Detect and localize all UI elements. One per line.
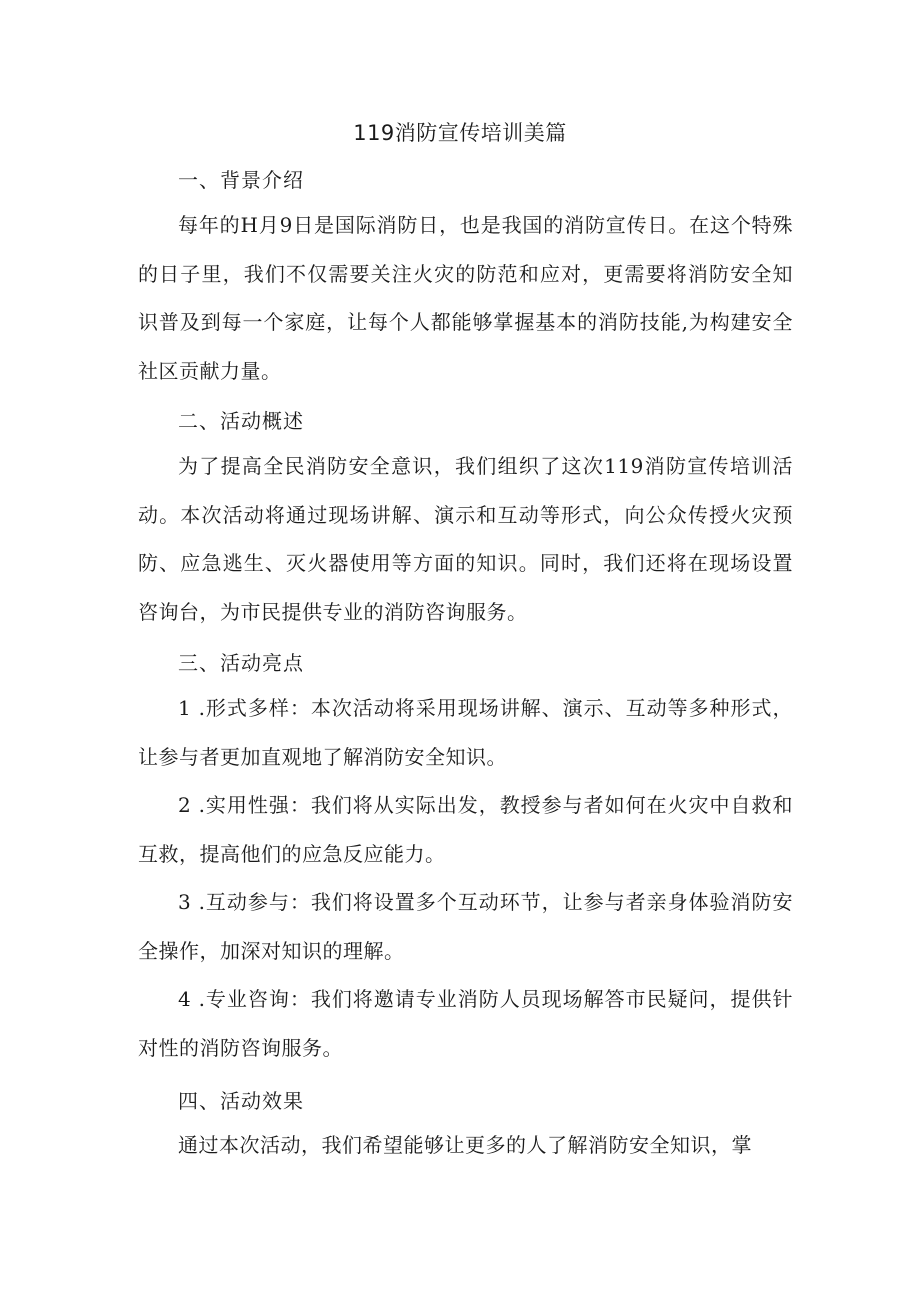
section-heading-overview: 二、活动概述 [178, 409, 304, 433]
highlight-item-4: 4 .专业咨询：我们将邀请专业消防人员现场解答市民疑问，提供针对性的消防咨询服务。 [138, 987, 793, 1060]
section-heading-background: 一、背景介绍 [178, 168, 304, 192]
paragraph-background: 每年的H月9日是国际消防日，也是我国的消防宣传日。在这个特殊的日子里，我们不仅需要关注火灾的防范和应对，更需要将消防安全知识普及到每一个家庭，让每个人都能够掌握基本的消防技能,为构建安全社区贡献力量。 [138, 213, 793, 383]
paragraph-effects: 通过本次活动，我们希望能够让更多的人了解消防安全知识，掌 [178, 1133, 752, 1157]
document-title: 119消防宣传培训美篇 [353, 121, 567, 145]
highlight-item-3: 3 .互动参与：我们将设置多个互动环节，让参与者亲身体验消防安全操作，加深对知识的理解。 [138, 890, 793, 963]
section-heading-effects: 四、活动效果 [178, 1089, 304, 1113]
highlight-item-1: 1 .形式多样：本次活动将采用现场讲解、演示、互动等多种形式，让参与者更加直观地了解消防安全知识。 [138, 696, 793, 769]
paragraph-overview: 为了提高全民消防安全意识，我们组织了这次119消防宣传培训活动。本次活动将通过现场讲解、演示和互动等形式，向公众传授火灾预防、应急逃生、灭火器使用等方面的知识。同时，我们还将在现场设置咨询台，为市民提供专业的消防咨询服务。 [138, 454, 793, 624]
section-heading-highlights: 三、活动亮点 [178, 651, 304, 675]
highlight-item-2: 2 .实用性强：我们将从实际出发，教授参与者如何在火灾中自救和互救，提高他们的应急反应能力。 [138, 793, 793, 866]
